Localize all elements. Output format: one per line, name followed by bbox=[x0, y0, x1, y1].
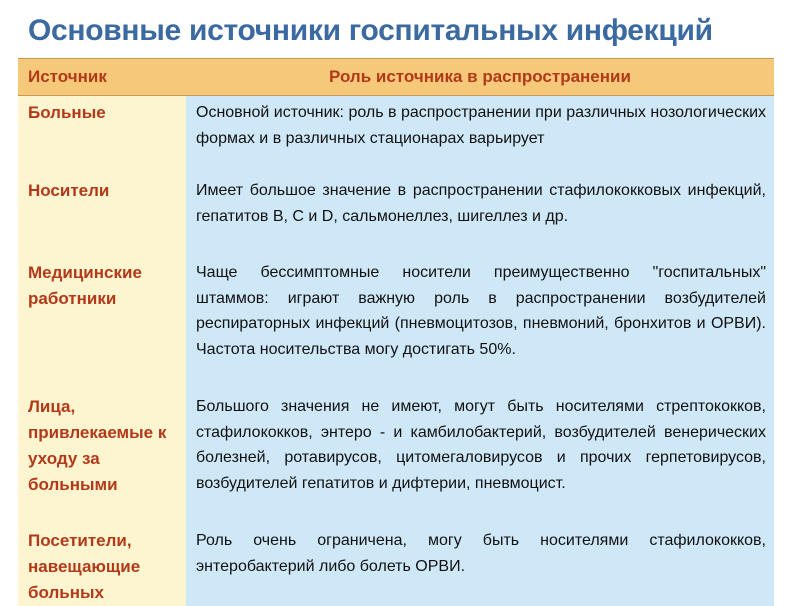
role-cell: Роль очень ограничена, могу быть носителями стафилококков, энтеробактерий либо болеть ОРВИ. bbox=[186, 524, 774, 606]
role-cell: Имеет большое значение в распространении стафилококковых инфекций, гепатитов B, C и D, сальмонеллез, шигеллез и др. bbox=[186, 174, 774, 256]
header-source: Источник bbox=[18, 59, 186, 96]
role-cell: Основной источник: роль в распространении при различных нозологических формах и в различных стационарах варьирует bbox=[186, 96, 774, 175]
table-row bbox=[18, 524, 774, 606]
source-cell: Носители bbox=[18, 174, 186, 256]
table-row bbox=[18, 174, 774, 256]
table-row bbox=[18, 256, 774, 390]
header-role: Роль источника в распространении bbox=[186, 59, 774, 96]
page-title: Основные источники госпитальных инфекций bbox=[28, 14, 713, 47]
table-row bbox=[18, 96, 774, 175]
sources-table bbox=[18, 58, 774, 606]
source-cell: Больные bbox=[18, 96, 186, 175]
role-cell: Большого значения не имеют, могут быть носителями стрептококков, стафилококков, энтеро - и камбилобактерий, возбудителей венерических болезней, ротавирусов, цитомегаловирусов и прочих герпетовирусов, возбудителей гепатитов и дифтерии, пневмоцист. bbox=[186, 390, 774, 524]
source-cell: Посетители, навещающие больных bbox=[18, 524, 186, 606]
source-cell: Медицинские работники bbox=[18, 256, 186, 390]
table-header-row bbox=[18, 59, 774, 96]
source-cell: Лица, привлекаемые к уходу за больными bbox=[18, 390, 186, 524]
table-row bbox=[18, 390, 774, 524]
role-cell: Чаще бессимптомные носители преимущественно "госпитальных" штаммов: играют важную роль в распространении возбудителей респираторных инфекций (пневмоцитозов, пневмоний, бронхитов и ОРВИ). Частота носительства могу достигать 50%. bbox=[186, 256, 774, 390]
